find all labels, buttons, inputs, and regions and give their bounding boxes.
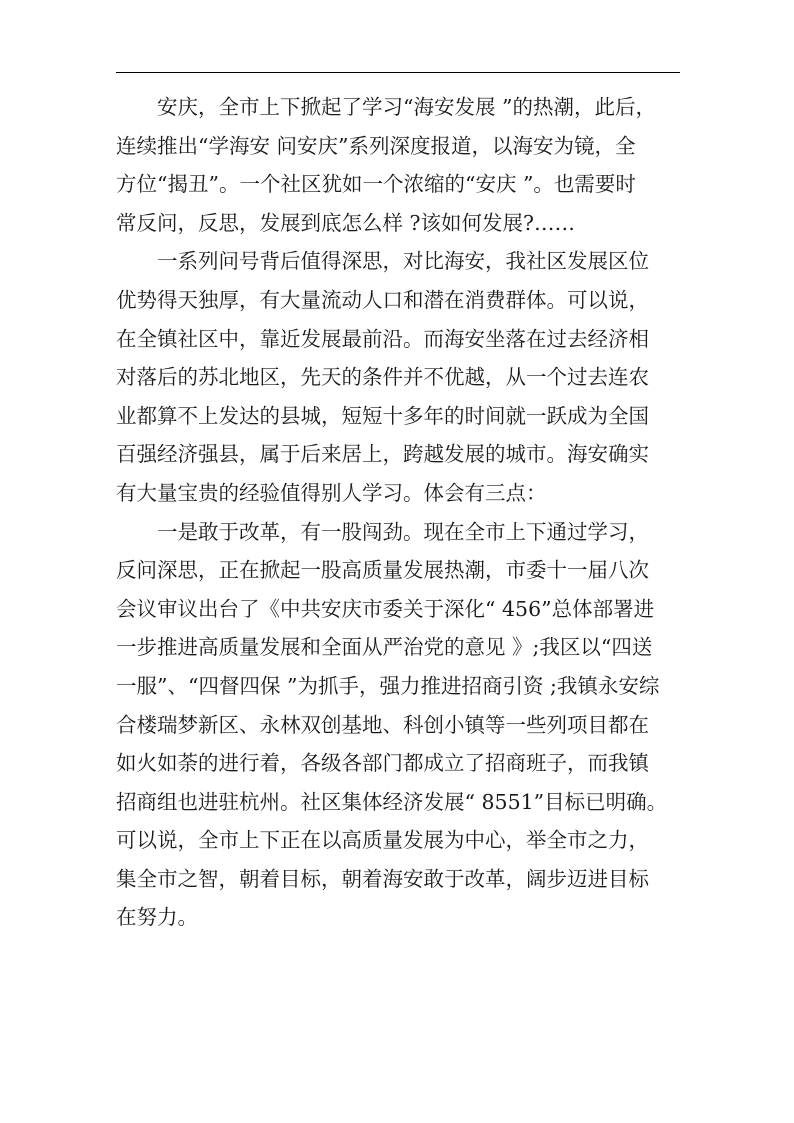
text-line: 对落后的苏北地区，先天的条件并不优越，从一个过去连农 (116, 365, 649, 390)
text-line: 可以说，全市上下正在以高质量发展为中心，举全市之力， (116, 828, 649, 853)
text-line: 一步推进高质量发展和全面从严治党的意见 》;我区以“四送 (116, 635, 653, 660)
text-line: 在全镇社区中，靠近发展最前沿。而海安坐落在过去经济相 (116, 326, 649, 351)
text-line: 百强经济强县，属于后来居上，跨越发展的城市。海安确实 (116, 442, 649, 467)
text-line: 在努力。 (116, 905, 198, 930)
text-line: 反问深思，正在掀起一股高质量发展热潮，市委十一届八次 (116, 558, 649, 583)
text-line: 合楼瑞梦新区、永林双创基地、科创小镇等一些列项目都在 (116, 712, 649, 737)
text-line: 方位“揭丑”。一个社区犹如一个浓缩的“安庆 ”。也需要时 (116, 172, 636, 197)
paragraph-2 (116, 242, 682, 512)
text-line: 业都算不上发达的县城，短短十多年的时间就一跃成为全国 (116, 403, 649, 428)
text-line: 优势得天独厚，有大量流动人口和潜在消费群体。可以说， (116, 287, 649, 312)
text-line: 常反问，反思，发展到底怎么样 ?该如何发展?…… (116, 210, 575, 235)
text-line: 安庆，全市上下掀起了学习“海安发展 ”的热潮，此后， (157, 95, 656, 119)
text-line: 有大量宝贵的经验值得别人学习。体会有三点： (116, 480, 547, 505)
body-text (116, 88, 682, 937)
paragraph-1 (116, 88, 682, 242)
text-line: 一系列问号背后值得深思，对比海安，我社区发展区位 (157, 249, 649, 274)
text-line: 集全市之智，朝着目标，朝着海安敢于改革，阔步迈进目标 (116, 866, 649, 891)
text-line: 一是敢于改革，有一股闯劲。现在全市上下通过学习， (157, 519, 649, 544)
header-rule (116, 72, 680, 73)
text-line: 招商组也进驻杭州。社区集体经济发展“ 8551”目标已明确。 (116, 789, 668, 814)
paragraph-3 (116, 513, 682, 938)
text-line: 如火如荼的进行着，各级各部门都成立了招商班子，而我镇 (116, 751, 649, 776)
text-line: 一服”、“四督四保 ”为抓手，强力推进招商引资 ;我镇永安综 (116, 673, 660, 698)
text-line: 会议审议出台了《中共安庆市委关于深化“ 456”总体部署进 (116, 596, 655, 621)
text-line: 连续推出“学海安 问安庆”系列深度报道，以海安为镜，全 (116, 133, 636, 158)
